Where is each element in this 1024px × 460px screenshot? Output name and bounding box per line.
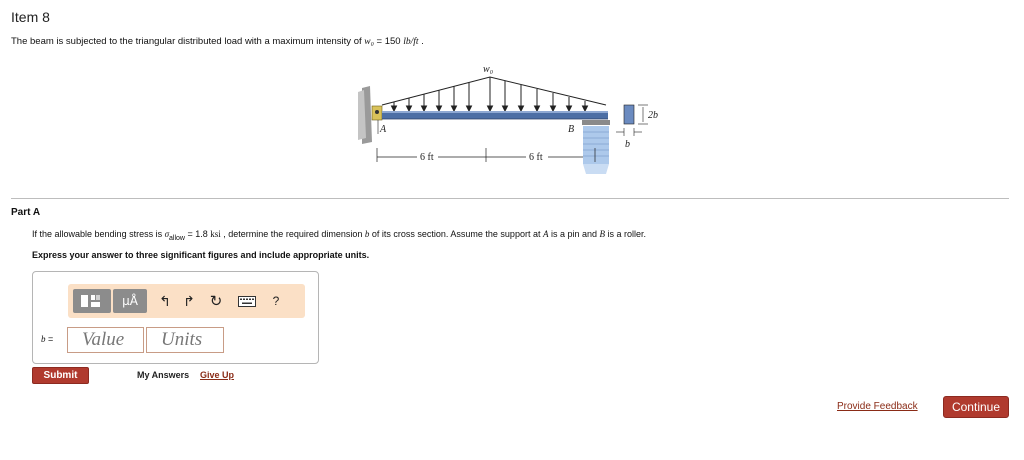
- question-unit: ksi: [210, 229, 221, 239]
- roller-fade: [583, 164, 609, 174]
- units-input[interactable]: Units: [146, 327, 224, 353]
- answer-var: b: [41, 334, 46, 344]
- question-mid2: of its cross section. Assume the support at: [369, 229, 543, 239]
- continue-button[interactable]: Continue: [943, 396, 1009, 418]
- problem-prefix: The beam is subjected to the triangular distributed load with a maximum intensity of: [11, 36, 365, 47]
- answer-variable-label: [41, 334, 53, 344]
- templates-button[interactable]: [73, 289, 111, 313]
- problem-suffix: .: [418, 36, 424, 47]
- part-question: [32, 229, 646, 242]
- question-suffix: is a roller.: [605, 229, 647, 239]
- b-var: b: [364, 229, 370, 239]
- my-answers-link[interactable]: My Answers: [137, 370, 190, 380]
- question-mid: , determine the required dimension: [220, 229, 365, 239]
- section-width-label: b: [625, 139, 630, 150]
- b-support-var: B: [599, 229, 606, 239]
- question-value: = 1.8: [184, 229, 211, 239]
- math-toolbar: [68, 284, 305, 318]
- roller-block: [583, 126, 609, 164]
- problem-value: = 150: [373, 36, 404, 47]
- undo-icon[interactable]: ↰: [159, 292, 171, 309]
- question-prefix: If the allowable bending stress is: [32, 229, 165, 239]
- load-arrows: [392, 77, 588, 111]
- dimension-lines: [377, 148, 595, 162]
- redo-icon[interactable]: ↱: [183, 292, 195, 309]
- problem-unit: lb/ft: [403, 37, 419, 47]
- answer-box: [32, 271, 319, 364]
- give-up-link[interactable]: Give Up: [200, 370, 235, 380]
- help-button[interactable]: ?: [272, 294, 280, 308]
- beam-figure: [340, 52, 670, 182]
- w0-symbol: w₀: [364, 37, 374, 47]
- dim-right: 6 ft: [529, 152, 543, 163]
- a-var: A: [542, 229, 549, 239]
- load-profile: [382, 77, 606, 105]
- question-mid3: is a pin and: [548, 229, 600, 239]
- section-divider: [11, 198, 1009, 199]
- units-button[interactable]: μÅ: [113, 289, 147, 313]
- sigma-subscript: allow: [169, 234, 185, 242]
- support-a-label: A: [380, 124, 387, 135]
- templates-icon: [79, 293, 105, 309]
- pin-icon: [375, 110, 379, 114]
- sigma-symbol: σ: [164, 229, 170, 239]
- roller-plate: [582, 120, 610, 125]
- keyboard-glyph: [238, 296, 256, 307]
- w0-label: w₀: [483, 64, 494, 75]
- answer-instructions: Express your answer to three significant figures and include appropriate units.: [32, 250, 370, 260]
- part-label: Part A: [11, 207, 41, 218]
- section-height-label: 2b: [648, 110, 658, 121]
- value-input[interactable]: Value: [67, 327, 144, 353]
- support-b-label: B: [568, 124, 575, 135]
- answer-equals: =: [45, 334, 54, 344]
- provide-feedback-link[interactable]: Provide Feedback: [837, 401, 918, 412]
- keyboard-icon[interactable]: [235, 289, 259, 313]
- problem-statement: [11, 36, 424, 47]
- item-title: Item 8: [11, 9, 50, 25]
- reset-icon[interactable]: ↻: [209, 293, 223, 310]
- beam-highlight: [382, 111, 608, 113]
- cross-section: [624, 105, 634, 124]
- submit-button[interactable]: Submit: [32, 367, 89, 384]
- dim-left: 6 ft: [420, 152, 434, 163]
